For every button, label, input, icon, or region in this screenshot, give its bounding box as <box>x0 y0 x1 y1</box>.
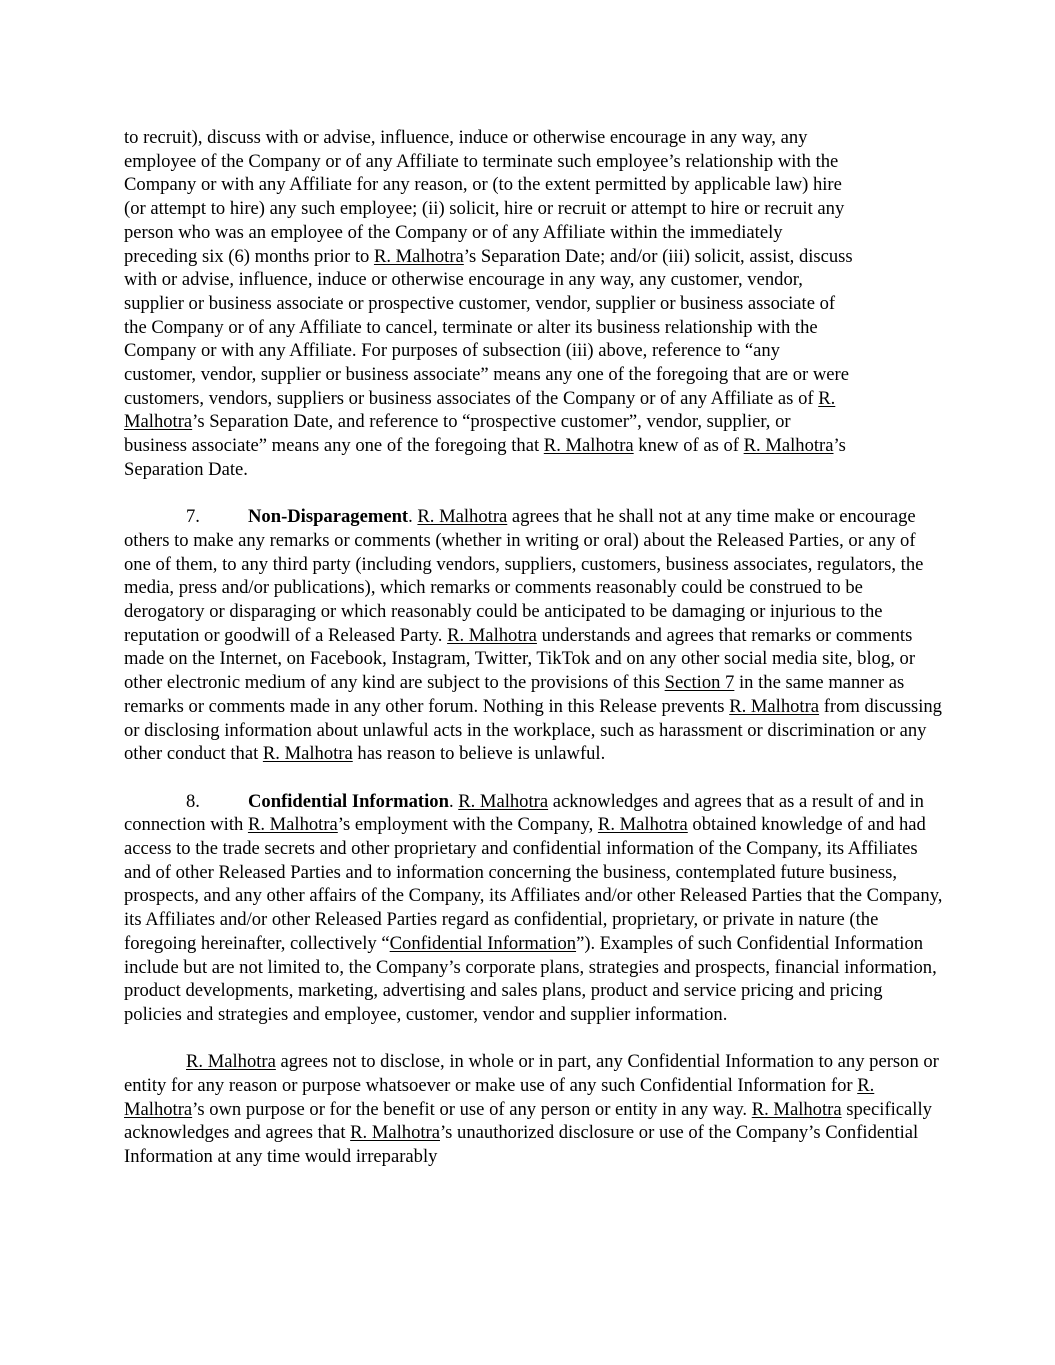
party-name: R. Malhotra <box>247 814 338 836</box>
text-line: to recruit), discuss with or advise, influence, induce or otherwise encourage in any way, any <box>124 127 808 148</box>
text-line: Company or with any Affiliate. For purposes of subsection (iii) above, reference to “any <box>124 340 780 362</box>
party-name: Malhotra <box>124 411 193 433</box>
text-run: agrees that he shall not at any time make or encourage others to make any remarks or comments (whether in writing or oral) about the Released Parties, or any of one of them, to any third party (including vendors, suppliers, customers, business associates, regulators, the media, press and/or publications), which remarks or comments reasonably could be construed to be derogatory or disparaging or which reasonably could be anticipated to be damaging or injurious to the reputation or goodwill of a Released Party. <box>124 506 924 646</box>
text-run: in the same manner as remarks or comments made in any other forum. Nothing in this Release prevents <box>124 672 905 717</box>
text-run: acknowledges and agrees that as a result of and in connection with <box>124 790 924 836</box>
text-run: ’s Separation Date, and reference to “prospective customer”, vendor, supplier, or <box>192 411 791 433</box>
text-run: specifically acknowledges and agrees that <box>124 1098 932 1144</box>
text-run: knew of as of <box>633 435 744 457</box>
text-run: obtained knowledge of and had access to the trade secrets and other proprietary and confidential information of the Company, its Affiliates and of other Released Parties and to information concerning the business, contemplated future business, prospects, and any other affairs of the Company, its Affiliates and/or other Released Parties that the Company, its Affiliates and/or other Released Parties regard as confidential, proprietary, or private in nature (the foregoing hereinafter, collectively “ <box>124 814 943 954</box>
text-run: from discussing or disclosing information about unlawful acts in the workplace, such as harassment or discrimination or any other conduct that <box>124 695 942 765</box>
party-name: R. Malhotra <box>262 743 353 765</box>
text-line: the Company or of any Affiliate to cancel, terminate or alter its business relationship with the <box>124 316 818 338</box>
section-8-confidential-information <box>124 790 944 1027</box>
party-name: R. Malhotra <box>124 1075 875 1120</box>
party-name: R. Malhotra <box>751 1098 842 1120</box>
text-line: person who was an employee of the Company or of any Affiliate within the immediately <box>124 221 783 243</box>
text-run: ’s unauthorized disclosure or use of the Company’s Confidential Information at any time would irreparably <box>124 1122 919 1168</box>
party-name: R. Malhotra <box>186 1051 276 1073</box>
text-line: Separation Date. <box>124 458 248 480</box>
text-run: understands and agrees that remarks or comments made on the Internet, on Facebook, Instagram, Twitter, TikTok and on any other social media site, blog, or other electronic medium of any kind are subject to the provisions of this <box>124 624 916 694</box>
text-line <box>124 387 944 411</box>
party-name: R. Malhotra <box>447 624 537 646</box>
party-name: R. Malhotra <box>373 245 464 267</box>
section-number: 8. <box>186 790 200 812</box>
text-line: employee of the Company or of any Affiliate to terminate such employee’s relationship with the <box>124 150 839 172</box>
text-run: ’s Separation Date; and/or (iii) solicit, assist, discuss <box>463 245 853 267</box>
text-line: Company or with any Affiliate for any reason, or (to the extent permitted by applicable law) hire <box>124 174 842 196</box>
section-number: 7. <box>186 506 200 528</box>
text-line <box>124 410 944 434</box>
text-run: ’s <box>833 435 846 457</box>
text-run: customers, vendors, suppliers or business associates of the Company or of any Affiliate as of <box>124 387 819 409</box>
party-name: R. Malhotra <box>350 1122 440 1144</box>
party-name: R. Malhotra <box>417 506 508 528</box>
text-run: preceding six (6) months prior to <box>124 245 374 267</box>
text-run: has reason to believe is unlawful. <box>352 743 606 765</box>
section-7-non-disparagement <box>124 505 944 766</box>
text-run: . <box>408 506 418 528</box>
party-name: R. Malhotra <box>458 790 549 812</box>
party-name: R. Malhotra <box>597 814 688 836</box>
party-name: R. <box>818 387 836 409</box>
text-run: ”). Examples of such Confidential Information include but are not limited to, the Company’s corporate plans, strategies and prospects, financial information, product developments, marketing, advertising and sales plans, product and service pricing and pricing policies and strategies and employee, customer, vendor and supplier information. <box>124 932 937 1025</box>
text-line: with or advise, influence, induce or otherwise encourage in any way, any customer, vendor, <box>124 269 803 291</box>
document-page <box>124 126 944 1193</box>
text-run: business associate” means any one of the foregoing that <box>124 435 544 457</box>
text-run: ’s own purpose or for the benefit or use of any person or entity in any way. <box>192 1098 752 1120</box>
text-line <box>124 245 944 269</box>
text-run: . <box>448 790 459 812</box>
paragraph-non-solicitation-continued <box>124 126 944 482</box>
defined-term: Confidential Information <box>389 932 577 954</box>
text-run: ’s employment with the Company, <box>337 814 598 836</box>
text-line: customer, vendor, supplier or business associate” means any one of the foregoing that are or were <box>124 364 849 386</box>
text-line <box>124 434 944 458</box>
section-heading: Non-Disparagement <box>248 506 409 528</box>
text-line: supplier or business associate or prospective customer, vendor, supplier or business associate of <box>124 292 836 314</box>
text-line: (or attempt to hire) any such employee; (ii) solicit, hire or recruit or attempt to hire or recruit any <box>124 198 845 220</box>
section-heading: Confidential Information <box>248 790 449 812</box>
text-run: agrees not to disclose, in whole or in part, any Confidential Information to any person or entity for any reason or purpose whatsoever or make use of any such Confidential Information for <box>124 1051 939 1097</box>
section-reference: Section 7 <box>664 672 735 694</box>
party-name: R. Malhotra <box>729 695 820 717</box>
party-name: R. Malhotra <box>543 435 634 457</box>
party-name: R. Malhotra <box>743 435 834 457</box>
paragraph-non-disclosure <box>124 1050 944 1169</box>
